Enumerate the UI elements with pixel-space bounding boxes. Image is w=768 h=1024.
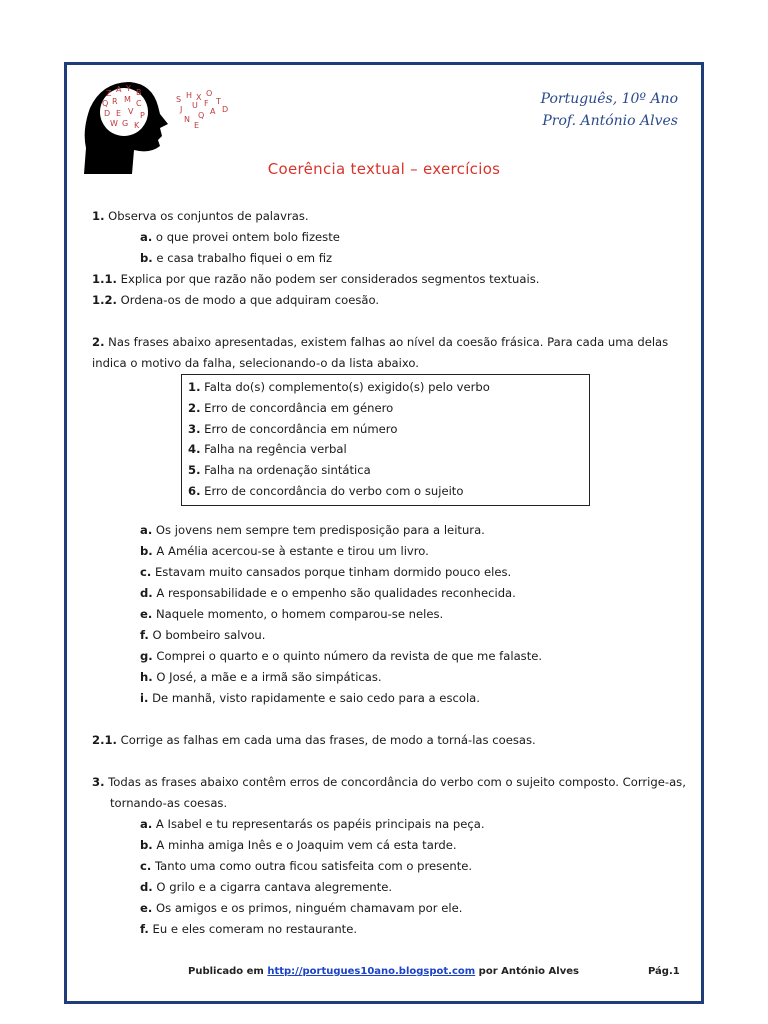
logo-letter: C <box>136 99 142 108</box>
logo-letter: M <box>124 95 131 104</box>
list-item: d. O grilo e a cigarra cantava alegremente. <box>140 879 393 894</box>
logo-letter: Y <box>126 84 131 93</box>
list-item: b. A minha amiga Inês e o Joaquim vem cá esta tarde. <box>140 837 457 852</box>
list-item: c. Estavam muito cansados porque tinham dormido pouco eles. <box>140 564 512 579</box>
logo-letter: A <box>210 107 216 116</box>
logo-letter: F <box>204 99 209 108</box>
q1-2-prompt: 1.2. Ordena-os de modo a que adquiram coesão. <box>92 293 380 307</box>
logo-letter: D <box>104 109 111 118</box>
list-item: e. Naquele momento, o homem comparou-se neles. <box>140 606 444 621</box>
logo-letter: W <box>110 119 118 128</box>
worksheet-content <box>92 206 692 940</box>
page-number: Pág.1 <box>648 966 680 977</box>
list-item: 1. Falta do(s) complemento(s) exigido(s) pelo verbo <box>188 380 490 394</box>
list-item: f. O bombeiro salvou. <box>140 627 266 642</box>
logo-letter: N <box>184 115 190 124</box>
logo-letter: H <box>186 91 193 100</box>
q2-prompt: 2. Nas frases abaixo apresentadas, existem falhas ao nível da coesão frásica. Para cada uma delas <box>92 335 669 349</box>
list-item: 4. Falha na regência verbal <box>188 442 347 457</box>
list-item: 3. Erro de concordância em número <box>188 421 398 436</box>
list-item: 2. Erro de concordância em género <box>188 400 394 415</box>
q1-prompt: 1. Observa os conjuntos de palavras. <box>92 209 309 223</box>
logo-letter: D <box>222 105 229 114</box>
logo-letter: P <box>140 111 145 120</box>
list-item: i. De manhã, visto rapidamente e saio cedo para a escola. <box>140 690 480 705</box>
logo-letter: S <box>176 95 182 104</box>
logo-letter: U <box>192 101 198 110</box>
logo-letter: R <box>112 97 118 106</box>
course-label: Português, 10º Ano <box>540 91 678 107</box>
logo-letter: T <box>216 97 221 106</box>
list-item: f. Eu e eles comeram no restaurante. <box>140 921 358 936</box>
list-item: a. Os jovens nem sempre tem predisposição para a leitura. <box>140 522 485 537</box>
list-item: h. O José, a mãe e a irmã são simpáticas. <box>140 669 382 684</box>
q2-prompt-cont: indica o motivo da falha, selecionando-o da lista abaixo. <box>92 356 419 370</box>
logo-letter: O <box>206 89 213 98</box>
logo-letter: B <box>136 88 142 97</box>
list-item: b. A Amélia acercou-se à estante e tirou um livro. <box>140 543 429 558</box>
logo-letter: A <box>116 85 122 94</box>
q3-prompt-cont: tornando-as coesas. <box>110 795 228 810</box>
header-info <box>541 88 678 132</box>
logo-letter: V <box>128 107 134 116</box>
q2-1-prompt: 2.1. Corrige as falhas em cada uma das frases, de modo a torná-las coesas. <box>92 732 536 747</box>
logo-letter: G <box>122 119 129 128</box>
list-item: a. o que provei ontem bolo fizeste <box>140 230 340 244</box>
list-item: e. Os amigos e os primos, ninguém chamavam por ele. <box>140 900 463 915</box>
logo-letter: E <box>116 109 122 118</box>
footer-credit: Publicado em http://portugues10ano.blogspot.com por António Alves <box>188 966 579 977</box>
logo-letter: Z <box>106 89 112 98</box>
page-title: Coerência textual – exercícios <box>267 160 501 178</box>
logo-letter: J <box>180 105 183 114</box>
list-item: c. Tanto uma como outra ficou satisfeita com o presente. <box>140 858 473 873</box>
list-item: 6. Erro de concordância do verbo com o sujeito <box>188 483 464 498</box>
logo-letter: Q <box>198 111 205 120</box>
logo-letter: Q <box>102 99 109 108</box>
list-item: 5. Falha na ordenação sintática <box>188 463 371 478</box>
logo-letter: X <box>196 93 202 102</box>
logo-letter: K <box>134 121 140 130</box>
q3-prompt: 3. Todas as frases abaixo contêm erros de concordância do verbo com o sujeito composto. Corrige-as, <box>92 774 686 789</box>
teacher-label: Prof. António Alves <box>542 113 678 129</box>
q1-1-prompt: 1.1. Explica por que razão não podem ser considerados segmentos textuais. <box>92 272 540 286</box>
list-item: a. A Isabel e tu representarás os papéis principais na peça. <box>140 816 485 831</box>
list-item: g. Comprei o quarto e o quinto número da revista de que me falaste. <box>140 648 543 663</box>
list-item: d. A responsabilidade e o empenho são qualidades reconhecida. <box>140 585 516 600</box>
blog-link[interactable]: http://portugues10ano.blogspot.com <box>267 966 476 977</box>
logo-letter: E <box>194 121 200 130</box>
error-type-list <box>181 374 590 506</box>
list-item: b. e casa trabalho fiquei o em fiz <box>140 251 333 265</box>
